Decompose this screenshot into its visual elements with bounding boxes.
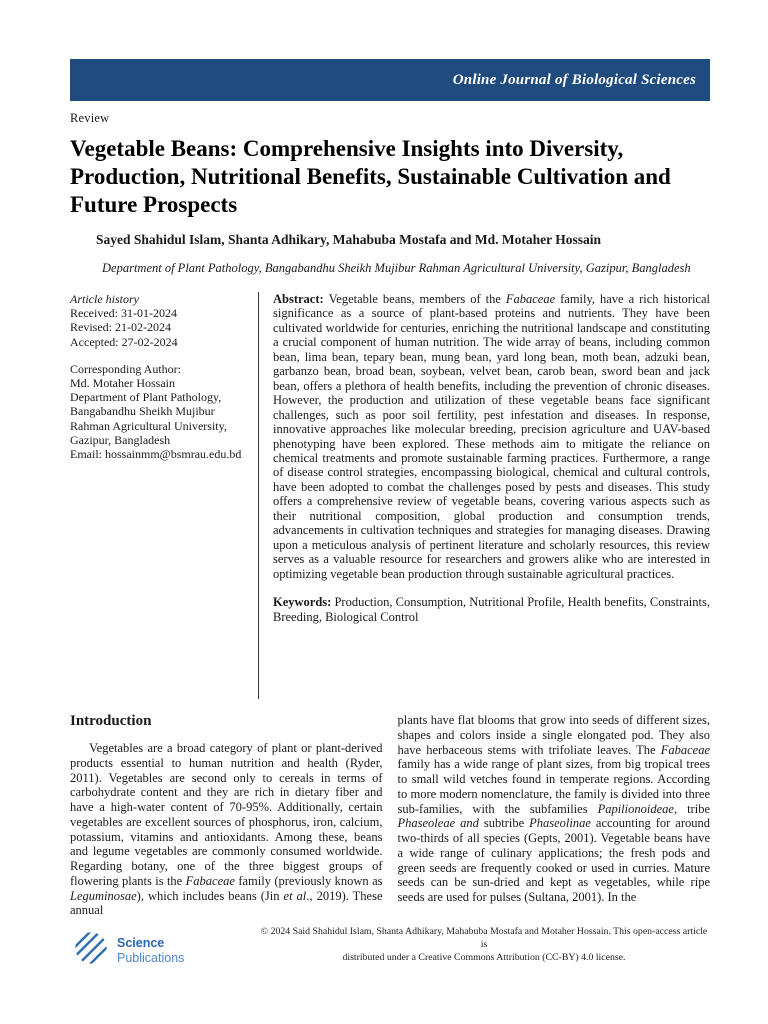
- abstract-paragraph: Abstract: Vegetable beans, members of the Fabaceae family, have a rich historical significance as a source of plant-based proteins and nutrients. They have been cultivated worldwide for centuries, enriching the nutritional landscape and constituting a crucial component of human nutrition. The wide array of beans, including common bean, lima bean, tepary bean, mung bean, yard long bean, moth bean, adzuki bean, garbanzo bean, broad bean, soybean, velvet bean, carob bean, sword bean and jack bean, offers a plethora of health benefits, including the prevention of chronic diseases. However, the production and utilization of these vegetable beans face significant challenges, such as poor soil fertility, pest infestation and diseases. In response, innovative approaches like molecular breeding, precision agriculture and UAV-based phenotyping have been explored. These methods aim to mitigate the reliance on chemical treatments and promote sustainable farming practices. Furthermore, a range of disease control strategies, encompassing biological, chemical and cultural controls, have been adopted to combat the challenges posed by pests and diseases. This study offers a comprehensive review of vegetable beans, covering various aspects such as their nutritional composition, global production and consumption trends, advancements in cultivation techniques and strategies for managing diseases. Drawing upon a meticulous analysis of pertinent literature and scholarly resources, this review serves as a valuable resource for researchers and growers alike who are interested in optimizing vegetable bean production through sustainable agricultural practices.: [273, 292, 710, 581]
- introduction-heading: Introduction: [70, 713, 152, 729]
- title-line: Vegetable Beans: Comprehensive Insights into Diversity,: [70, 136, 624, 161]
- science-publications-icon: [72, 929, 110, 972]
- publisher-logo: [70, 929, 184, 972]
- abstract-column: [259, 292, 710, 699]
- article-title: [70, 135, 710, 219]
- title-line: Future Prospects: [70, 192, 238, 217]
- affiliation-line: Department of Plant Pathology, Bangabandhu Sheikh Mujibur Rahman Agricultural University, Gazipur, Bangladesh: [102, 261, 691, 275]
- journal-banner: [70, 59, 710, 101]
- left-column: [70, 713, 383, 918]
- corresponding-author-name: Md. Motaher Hossain: [70, 376, 175, 391]
- corresponding-author-email: Email: hossainmm@bsmrau.edu.bd: [70, 447, 242, 462]
- copyright-notice: [258, 925, 710, 964]
- right-column: [398, 713, 711, 918]
- corresponding-author-address: Bangabandhu Sheikh Mujibur: [70, 404, 215, 419]
- article-type-label: Review: [70, 111, 110, 125]
- spacer: [70, 349, 258, 362]
- introduction-paragraph-left: Vegetables are a broad category of plant or plant-derived products essential to human nutrition and health (Ryder, 2011). Vegetables are second only to cereals in terms of carbohydrate content and they are rich in dietary fiber and have a high-water content of 70-95%. Additionally, certain vegetables are excellent sources of phosphorus, iron, calcium, potassium, vitamins and antioxidants. Among these, beans and legume vegetables are commonly consumed worldwide. Regarding botany, one of the three biggest groups of flowering plants is the Fabaceae family (previously known as Leguminosae), which includes beans (Jin et al., 2019). These annual: [70, 741, 383, 918]
- journal-name: Online Journal of Biological Sciences: [452, 71, 696, 88]
- accepted-date: Accepted: 27-02-2024: [70, 334, 178, 349]
- revised-date: Revised: 21-02-2024: [70, 320, 171, 335]
- keywords-paragraph: Keywords: Production, Consumption, Nutritional Profile, Health benefits, Constraints, Breeding, Biological Control: [273, 595, 710, 624]
- article-info-sidebar: [70, 292, 258, 699]
- authors-line: Sayed Shahidul Islam, Shanta Adhikary, Mahabuba Mostafa and Md. Motaher Hossain: [96, 232, 602, 247]
- copyright-line1: © 2024 Said Shahidul Islam, Shanta Adhikary, Mahabuba Mostafa and Motaher Hossain. This open-access article is: [260, 926, 708, 950]
- introduction-section: [70, 713, 710, 918]
- article-history-label: Article history: [70, 292, 139, 306]
- publisher-name-line2: Publications: [117, 950, 185, 965]
- publisher-name: [117, 936, 184, 966]
- paper-page: [70, 0, 710, 965]
- received-date: Received: 31-01-2024: [70, 306, 177, 321]
- publisher-name-line1: Science: [117, 935, 165, 950]
- introduction-paragraph-right: plants have flat blooms that grow into seeds of different sizes, shapes and colors inside a single elongated pod. They also have herbaceous stems with trifoliate leaves. The Fabaceae family has a wide range of plant sizes, from big tropical trees to small wild vetches found in temperate regions. According to more modern nomenclature, the family is divided into three sub-families, with the subfamilies Papilionoideae, tribe Phaseoleae and subtribe Phaseolinae accounting for around two-thirds of all species (Gepts, 2001). Vegetable beans have a wide range of culinary applications; the fresh pods and green seeds are frequently cooked or used in curries. Mature seeds can be sun-dried and kept as vegetables, while ripe seeds are used for pulses (Sultana, 2001). In the: [397, 713, 710, 904]
- copyright-line2: distributed under a Creative Commons Attribution (CC-BY) 4.0 license.: [342, 952, 626, 963]
- title-line: Production, Nutritional Benefits, Sustainable Cultivation and: [70, 164, 671, 189]
- page-footer: [70, 925, 710, 972]
- corresponding-author-address: Gazipur, Bangladesh: [70, 432, 171, 447]
- corresponding-author-label: Corresponding Author:: [70, 361, 181, 376]
- corresponding-author-address: Rahman Agricultural University,: [70, 418, 227, 433]
- meta-abstract-row: [70, 292, 710, 699]
- corresponding-author-address: Department of Plant Pathology,: [70, 390, 222, 405]
